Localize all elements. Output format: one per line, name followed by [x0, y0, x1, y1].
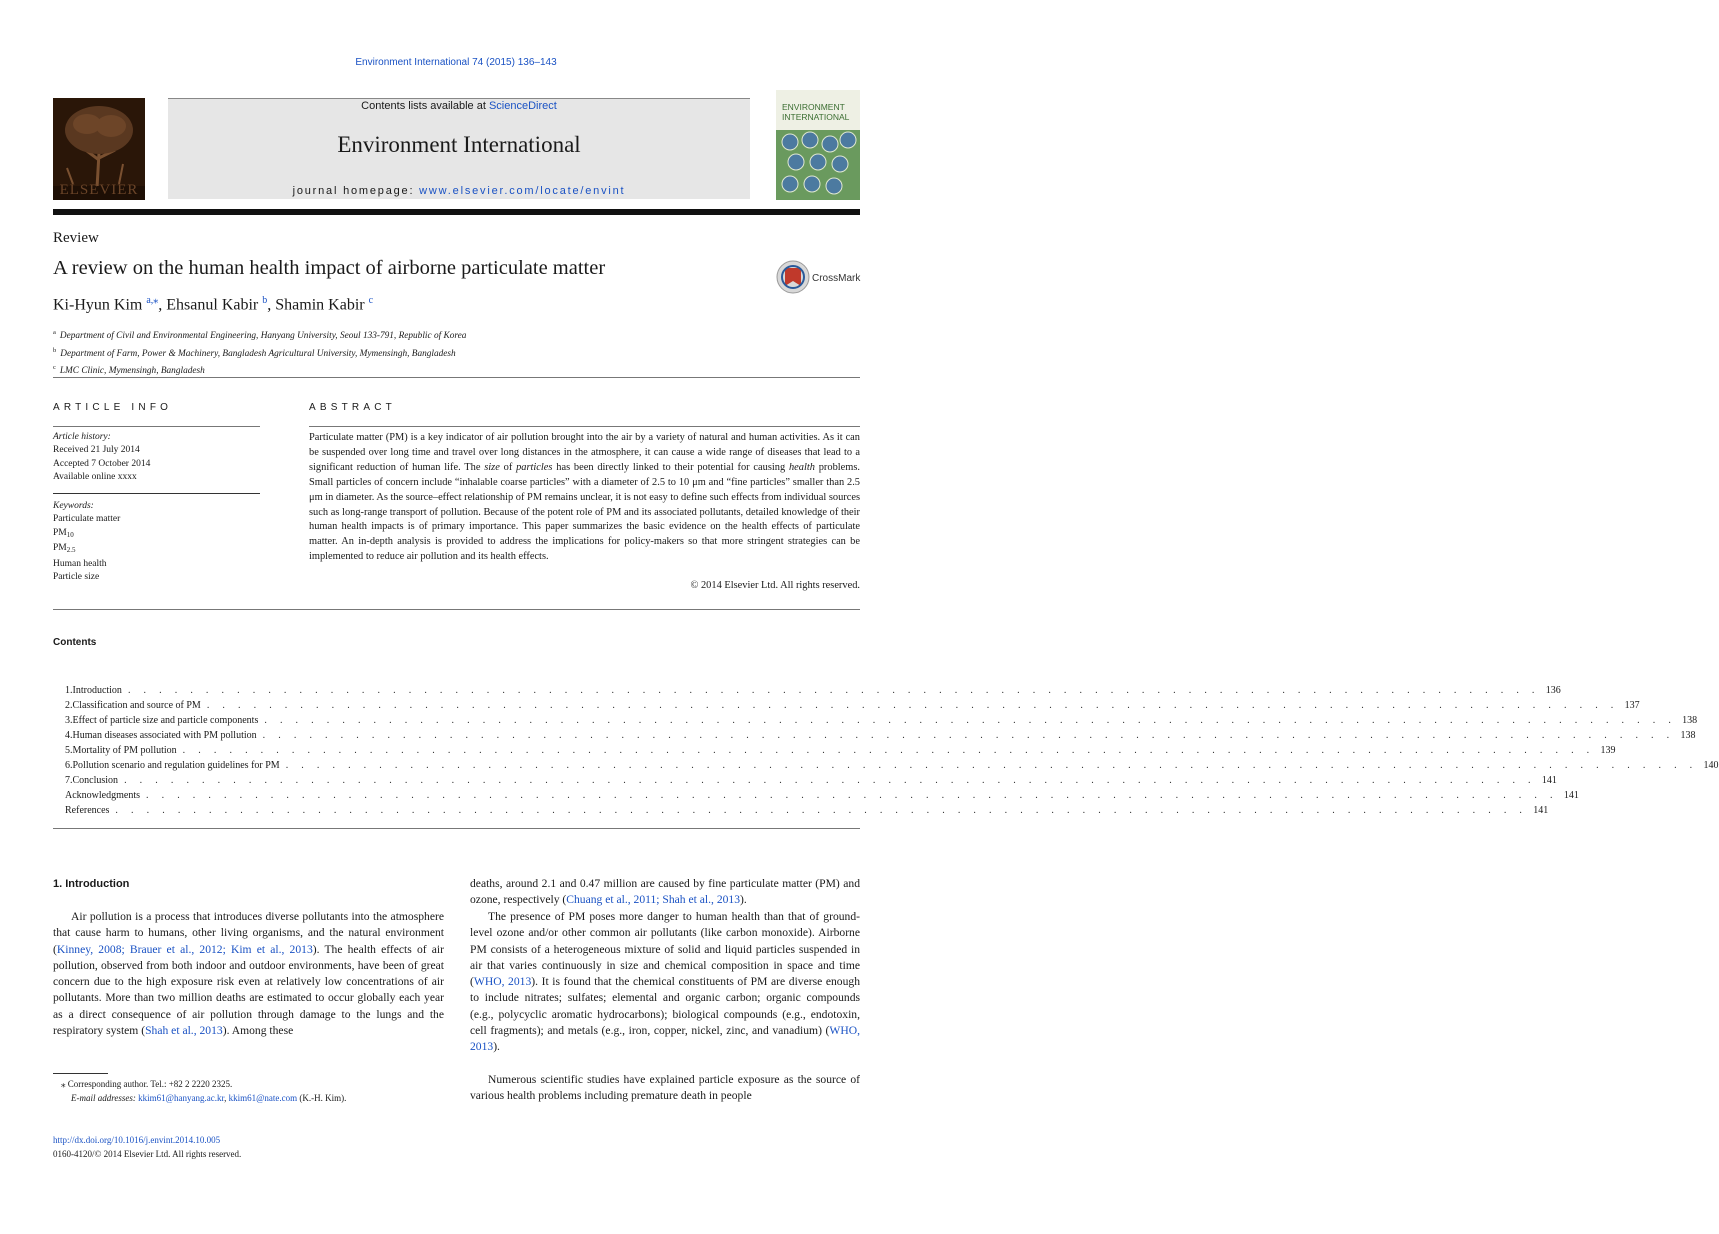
table-of-contents	[65, 683, 1719, 818]
article-history	[53, 431, 263, 485]
toc-entry[interactable]: 3. Effect of particle size and particle components . . . . . . . . . . . . . . . . . . . . . . . . . . . . . . . . . . . . . . . . . . . . . . . . . . . . . . . . . . . . . . . . . . . . . . . . . . . . . . . . . . . . . . . . . . . 138	[65, 715, 1698, 726]
journal-citation[interactable]: Environment International 74 (2015) 136–143	[355, 57, 557, 68]
accepted-date: Accepted 7 October 2014	[53, 458, 151, 469]
email-addresses: E-mail addresses: kkim61@hanyang.ac.kr, kkim61@nate.com (K.-H. Kim).	[71, 1092, 347, 1103]
toc-entry[interactable]: Acknowledgments . . . . . . . . . . . . . . . . . . . . . . . . . . . . . . . . . . . . . . . . . . . . . . . . . . . . . . . . . . . . . . . . . . . . . . . . . . . . . . . . . . . . . . . . . . . 141	[65, 790, 1579, 801]
elsevier-logo	[53, 98, 145, 200]
toc-entry[interactable]: 7. Conclusion . . . . . . . . . . . . . . . . . . . . . . . . . . . . . . . . . . . . . . . . . . . . . . . . . . . . . . . . . . . . . . . . . . . . . . . . . . . . . . . . . . . . . . . . . . . 141	[65, 775, 1557, 786]
section-heading: 1. Introduction	[53, 878, 130, 890]
body-paragraph: Numerous scientific studies have explained particle exposure as the source of various health problems including premature death in people	[470, 1073, 860, 1103]
toc-entry[interactable]: References . . . . . . . . . . . . . . . . . . . . . . . . . . . . . . . . . . . . . . . . . . . . . . . . . . . . . . . . . . . . . . . . . . . . . . . . . . . . . . . . . . . . . . . . . . . 141	[65, 805, 1549, 816]
author-name[interactable]: Ehsanul Kabir	[166, 296, 259, 314]
toc-entry[interactable]: 4. Human diseases associated with PM pollution . . . . . . . . . . . . . . . . . . . . . . . . . . . . . . . . . . . . . . . . . . . . . . . . . . . . . . . . . . . . . . . . . . . . . . . . . . . . . . . . . . . . . . . . . . . 138	[65, 730, 1696, 741]
body-paragraph: deaths, around 2.1 and 0.47 million are caused by fine particulate matter (PM) and ozone, respectively (Chuang et al., 2011; Shah et al., 2013).	[470, 877, 860, 907]
author-name[interactable]: Shamin Kabir	[275, 296, 365, 314]
journal-masthead	[168, 98, 750, 199]
footnote-rule	[53, 1073, 108, 1074]
corresponding-author: ⁎ Corresponding author. Tel.: +82 2 2220 2325.	[61, 1079, 233, 1089]
divider	[53, 609, 860, 610]
keywords-label: Keywords:	[53, 501, 94, 511]
divider	[53, 377, 860, 378]
doi-link[interactable]: http://dx.doi.org/10.1016/j.envint.2014.10.005	[53, 1135, 221, 1145]
keyword: Particulate matter	[53, 514, 121, 525]
sciencedirect-link[interactable]: ScienceDirect	[488, 100, 557, 112]
crossmark-label: CrossMark	[812, 273, 861, 284]
crossmark-button[interactable]	[776, 260, 866, 296]
citation-link[interactable]: WHO, 2013	[473, 975, 532, 989]
email-link[interactable]: kkim61@nate.com	[228, 1092, 298, 1103]
online-date: Available online xxxx	[53, 472, 137, 483]
issn-line: 0160-4120/© 2014 Elsevier Ltd. All rights reserved.	[53, 1148, 242, 1159]
author-name[interactable]: Ki-Hyun Kim	[53, 296, 143, 314]
footnote	[53, 1078, 453, 1105]
affiliation: $^b$ Department of Farm, Power & Machinery, Bangladesh Agricultural University, Mymensingh, Bangladesh	[53, 346, 456, 359]
author-affiliation-mark[interactable]: c	[368, 295, 374, 306]
citation-link[interactable]: Shah et al., 2013	[145, 1024, 223, 1038]
cover-title: ENVIRONMENT INTERNATIONAL	[782, 102, 850, 122]
body-paragraph: The presence of PM poses more danger to human health than that of ground-level ozone and/or other common air pollutants (like carbon monoxide). Airborne PM consists of a heterogeneous mixture of solid and liquid particles suspended in air that varies continuously in size and chemical composition in space and time (WHO, 2013). It is found that the chemical constituents of PM are diverse enough to include nitrates; sulfates; elemental and organic carbon; organic compounds (e.g., polycyclic aromatic hydrocarbons); biological compounds (e.g., endotoxin, cell fragments); and metals (e.g., iron, copper, nickel, zinc, and vanadium) (WHO, 2013).	[470, 910, 860, 1054]
affiliations	[53, 326, 466, 379]
journal-homepage: journal homepage: www.elsevier.com/locate/envint	[292, 185, 626, 197]
citation-link[interactable]: Kinney, 2008; Brauer et al., 2012; Kim et al., 2013	[56, 942, 313, 956]
contents-availability: Contents lists available at ScienceDirect	[361, 100, 557, 112]
keyword: Particle size	[53, 572, 100, 583]
email-link[interactable]: kkim61@hanyang.ac.kr	[138, 1092, 225, 1103]
crossmark-icon	[776, 260, 810, 294]
article-title: A review on the human health impact of airborne particulate matter	[53, 257, 606, 279]
divider	[309, 426, 860, 427]
toc-entry[interactable]: 5. Mortality of PM pollution . . . . . . . . . . . . . . . . . . . . . . . . . . . . . . . . . . . . . . . . . . . . . . . . . . . . . . . . . . . . . . . . . . . . . . . . . . . . . . . . . . . . . . . . . . . 139	[65, 745, 1616, 756]
publisher-wordmark: ELSEVIER	[59, 182, 139, 198]
journal-cover	[776, 90, 860, 200]
doi-block	[53, 1134, 241, 1161]
abstract-copyright: © 2014 Elsevier Ltd. All rights reserved.	[690, 580, 860, 591]
author-affiliation-mark[interactable]: a,⁎	[146, 295, 159, 306]
citation-link[interactable]: WHO, 2013	[470, 1024, 860, 1054]
author-list: Ki-Hyun Kim $^{a,⁎}$, Ehsanul Kabir $^b$, Shamin Kabir $^c$	[53, 295, 374, 314]
journal-name: Environment International	[337, 132, 581, 157]
contents-title: Contents	[53, 637, 97, 648]
history-label: Article history:	[53, 432, 111, 442]
keyword: $PM_{10}$	[53, 527, 74, 539]
homepage-link[interactable]: www.elsevier.com/locate/envint	[419, 185, 626, 197]
divider	[53, 426, 260, 427]
body-paragraph: Air pollution is a process that introduces diverse pollutants into the atmosphere that cause harm to humans, other living organisms, and the natural environment (Kinney, 2008; Brauer et al., 2012; Kim et al., 2013). The health effects of air pollution, observed from both indoor and outdoor environments, have been of great concern due to the high exposure risk even at relatively low concentrations of air pollutants. More than two million deaths are estimated to occur globally each year as a direct consequence of air pollution through damage to the lungs and the respiratory system (Shah et al., 2013). Among these	[53, 910, 444, 1038]
toc-entry[interactable]: 6. Pollution scenario and regulation guidelines for PM . . . . . . . . . . . . . . . . . . . . . . . . . . . . . . . . . . . . . . . . . . . . . . . . . . . . . . . . . . . . . . . . . . . . . . . . . . . . . . . . . . . . . . . . . . . 140	[65, 760, 1719, 771]
article-info-heading: ARTICLE INFO	[53, 402, 173, 413]
abstract-heading: ABSTRACT	[309, 402, 396, 413]
toc-entry[interactable]: 1. Introduction . . . . . . . . . . . . . . . . . . . . . . . . . . . . . . . . . . . . . . . . . . . . . . . . . . . . . . . . . . . . . . . . . . . . . . . . . . . . . . . . . . . . . . . . . . . 136	[65, 685, 1561, 696]
citation-link[interactable]: Chuang et al., 2011; Shah et al., 2013	[566, 893, 741, 907]
author-affiliation-mark[interactable]: b	[262, 295, 268, 306]
divider	[53, 828, 860, 829]
keyword: Human health	[53, 558, 107, 569]
keywords	[53, 500, 263, 584]
affiliation: $^a$ Department of Civil and Environmental Engineering, Hanyang University, Seoul 133-791, Republic of Korea	[53, 329, 467, 342]
article-type: Review	[53, 230, 99, 246]
abstract-text: Particulate matter (PM) is a key indicator of air pollution brought into the air by a variety of natural and human activities. As it can be suspended over long time and travel over long distances in the atmosphere, it can cause a wide range of diseases that lead to a significant reduction of human life. The size of particles has been directly linked to their potential for causing health problems. Small particles of concern include “inhalable coarse particles” with a diameter of 2.5 to 10 μm and “fine particles” smaller than 2.5 μm in diameter. As the source–effect relationship of PM remains unclear, it is not easy to define such effects from individual sources such as long-range transport of pollution. Because of the potent role of PM and its associated pollutants, detailed knowledge of their human health impacts is of primary importance. This paper summarizes the basic evidence on the health effects of particulate matter. An in-depth analysis is provided to address the implications for policy-makers so that more stringent strategies can be implemented to reduce air pollution and its health effects.	[309, 432, 861, 563]
keyword: $PM_{2.5}$	[53, 543, 76, 555]
masthead-rule	[53, 209, 860, 215]
received-date: Received 21 July 2014	[53, 445, 140, 456]
affiliation: $^c$ LMC Clinic, Mymensingh, Bangladesh	[53, 364, 205, 377]
divider	[53, 493, 260, 494]
toc-entry[interactable]: 2. Classification and source of PM . . . . . . . . . . . . . . . . . . . . . . . . . . . . . . . . . . . . . . . . . . . . . . . . . . . . . . . . . . . . . . . . . . . . . . . . . . . . . . . . . . . . . . . . . . . 137	[65, 700, 1640, 711]
